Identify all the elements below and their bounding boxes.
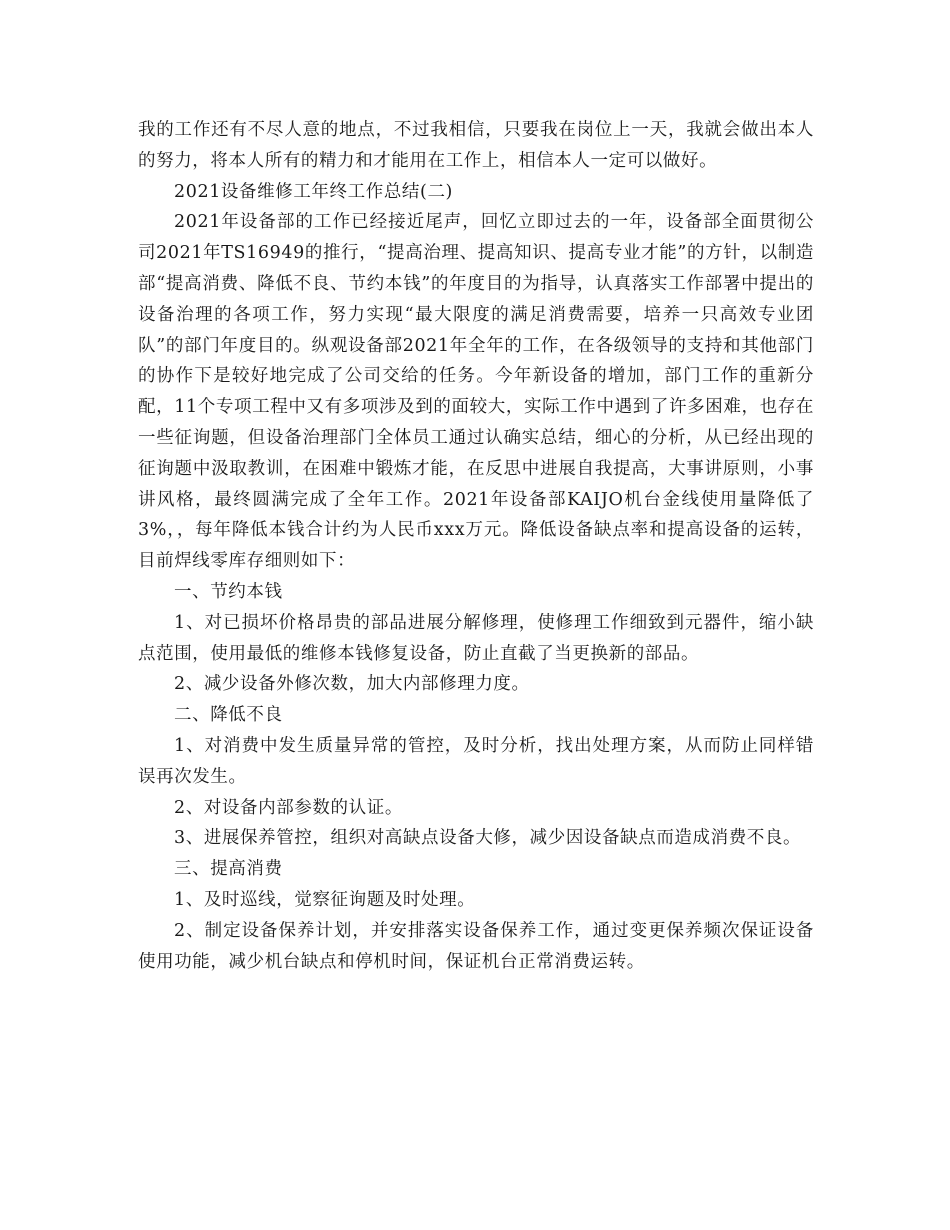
list-item: 1、及时巡线，觉察征询题及时处理。	[174, 889, 476, 910]
document-body	[138, 115, 814, 977]
list-item: 2、减少设备外修次数，加大内部修理力度。	[174, 674, 530, 695]
list-item: 3、进展保养管控，组织对高缺点设备大修，减少因设备缺点而造成消费不良。	[174, 828, 802, 849]
paragraph: 我的工作还有不尽人意的地点，不过我相信，只要我在岗位上一天，我就会做出本人的努力，将本人所有的精力和才能用在工作上，相信本人一定可以做好。	[138, 120, 814, 171]
section-title: 2021设备维修工年终工作总结(二)	[174, 181, 453, 202]
list-item: 2、对设备内部参数的认证。	[174, 797, 403, 818]
list-item: 1、对已损坏价格昂贵的部品进展分解修理，使修理工作细致到元器件，缩小缺点范围，使用最低的维修本钱修复设备，防止直截了当更换新的部品。	[138, 612, 814, 664]
section-heading: 三、提高消费	[174, 859, 283, 880]
paragraph: 2021年设备部的工作已经接近尾声，回忆立即过去的一年，设备部全面贯彻公司2021年TS16949的推行，“提高治理、提高知识、提高专业才能”的方针，以制造部“提高消费、降低不良、节约本钱”的年度目的为指导，认真落实工作部署中提出的设备治理的各项工作，努力实现“最大限度的满足消费需要，培养一只高效专业团队”的部门年度目的。纵观设备部2021年全年的工作，在各级领导的支持和其他部门的协作下是较好地完成了公司交给的任务。今年新设备的增加，部门工作的重新分配，11个专项工程中又有多项涉及到的面较大，实际工作中遇到了许多困难，也存在一些征询题，但设备治理部门全体员工通过认确实总结，细心的分析，从已经出现的征询题中汲取教训，在困难中锻炼才能，在反思中进展自我提高，大事讲原则，小事讲风格，最终圆满完成了全年工作。2021年设备部KAIJO机台金线使用量降低了3%，，每年降低本钱合计约为人民币xxx万元。降低设备缺点率和提高设备的运转，目前焊线零库存细则如下：	[138, 212, 814, 572]
list-item: 1、对消费中发生质量异常的管控，及时分析，找出处理方案，从而防止同样错误再次发生。	[138, 735, 814, 787]
section-heading: 一、节约本钱	[174, 581, 283, 602]
section-heading: 二、降低不良	[174, 705, 283, 726]
list-item: 2、制定设备保养计划，并安排落实设备保养工作，通过变更保养频次保证设备使用功能，减少机台缺点和停机时间，保证机台正常消费运转。	[138, 920, 814, 972]
